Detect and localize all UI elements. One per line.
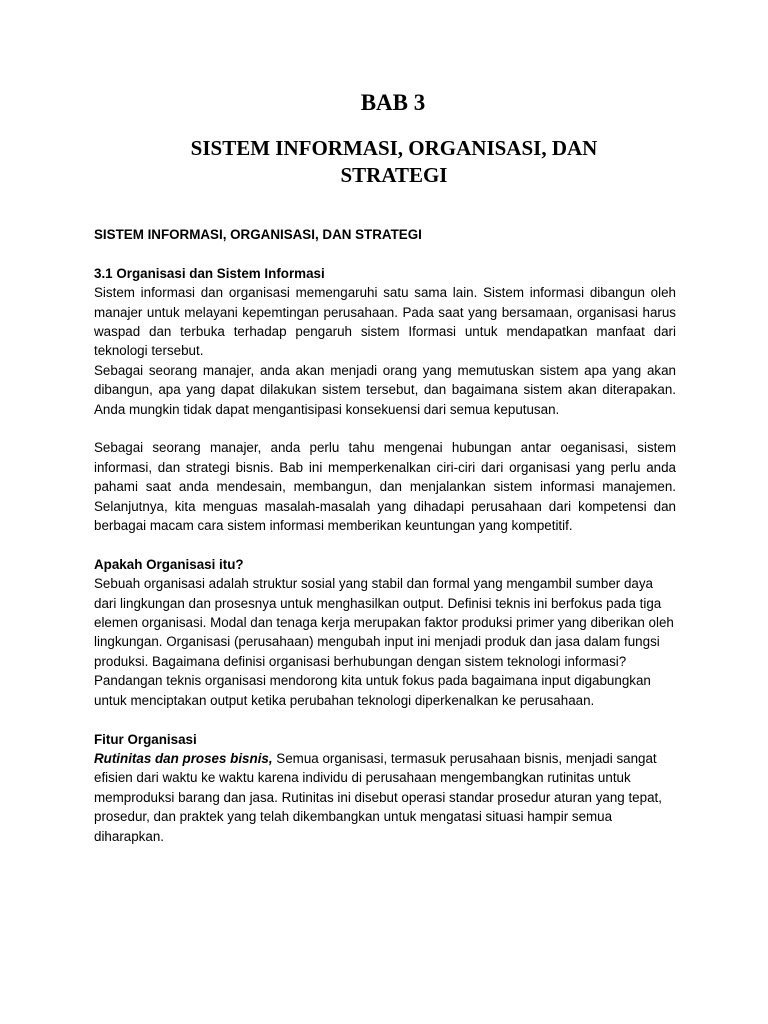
subsection-heading-apakah-organisasi: Apakah Organisasi itu? bbox=[94, 556, 244, 572]
chapter-number: BAB 3 bbox=[360, 90, 426, 115]
chapter-title: SISTEM INFORMASI, ORGANISASI, DAN STRATEGI bbox=[190, 136, 598, 187]
paragraph-2: Sebagai seorang manajer, anda akan menjadi orang yang memutuskan sistem apa yang akan dibangun, apa yang dapat dilakukan sistem tersebut, dan bagaimana sistem akan diterapakan. Anda mungkin tidak dapat mengantisipasi konsekuensi dari semua keputusan. bbox=[94, 362, 676, 417]
paragraph-4: Sebuah organisasi adalah struktur sosial yang stabil dan formal yang mengambil sumber daya dari lingkungan dan prosesnya untuk menghasilkan output. Definisi teknis ini berfokus pada tiga elemen organisasi. Modal dan tenaga kerja merupakan faktor produksi primer yang diberikan oleh lingkungan. Organisasi (perusahaan) mengubah input ini menjadi produk dan jasa dalam fungsi produksi. Bagaimana definisi organisasi berhubungan dengan sistem teknologi informasi? Pandangan teknis organisasi mendorong kita untuk fokus pada bagaimana input digabungkan untuk menciptakan output ketika perubahan teknologi diperkenalkan ke perusahaan. bbox=[94, 576, 674, 708]
paragraph-3: Sebagai seorang manajer, anda perlu tahu mengenai hubungan antar oeganisasi, sistem informasi, dan strategi bisnis. Bab ini memperkenalkan ciri-ciri dari organisasi yang perlu anda pahami saat anda mendesain, membangun, dan menjalankan sistem informasi manajemen. Selanjutnya, kita menguas masalah-masalah yang dihadapi perusahaan dari kompetensi dan berbagai macam cara sistem informasi memberikan keuntungan yang kompetitif. bbox=[94, 440, 676, 534]
paragraph-1: Sistem informasi dan organisasi memengaruhi satu sama lain. Sistem informasi dibangun oleh manajer untuk melayani kepemtingan perusahaan. Pada saat yang bersamaan, organisasi harus waspad dan terbuka terhadap pengaruh sistem Iformasi untuk mendapatkan manfaat dari teknologi tersebut. bbox=[94, 285, 676, 359]
section-heading: SISTEM INFORMASI, ORGANISASI, DAN STRATEGI bbox=[94, 227, 422, 242]
rutinitas-term: Rutinitas dan proses bisnis, bbox=[94, 750, 273, 766]
paragraph-5 bbox=[94, 749, 676, 846]
subsection-heading-3-1: 3.1 Organisasi dan Sistem Informasi bbox=[94, 265, 325, 281]
document-body bbox=[94, 225, 676, 846]
subsection-heading-fitur-organisasi: Fitur Organisasi bbox=[94, 731, 197, 747]
paragraph-5-text: Semua organisasi, termasuk perusahaan bisnis, menjadi sangat efisien dari waktu ke waktu karena individu di perusahaan mengembangkan rutinitas untuk memproduksi barang dan jasa. Rutinitas ini disebut operasi standar prosedur aturan yang tepat, prosedur, dan praktek yang telah dikembangkan untuk mengatasi situasi hampir semua diharapkan. bbox=[94, 750, 662, 844]
